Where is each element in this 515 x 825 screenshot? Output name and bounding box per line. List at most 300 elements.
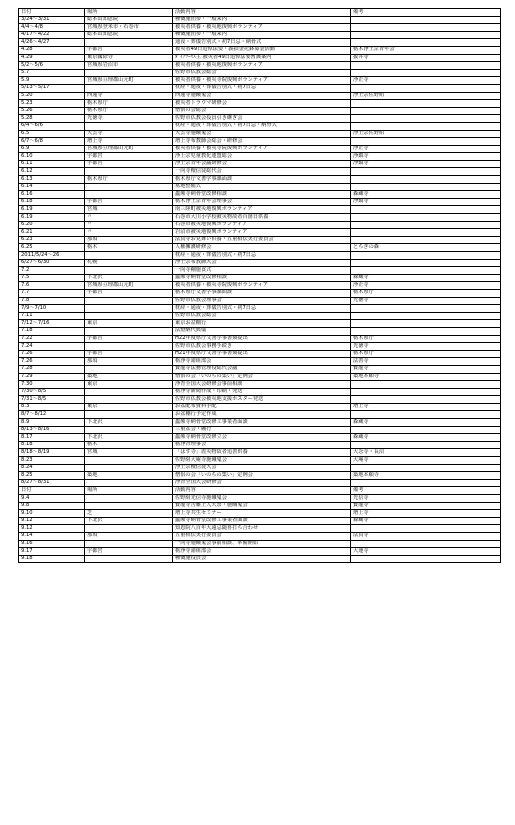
- date-cell: 7.6: [19, 282, 85, 290]
- remarks-cell: 森蔵寺: [351, 191, 501, 199]
- header-cell: 場所: [85, 487, 173, 495]
- remarks-cell: [351, 62, 501, 70]
- place-cell: [85, 69, 173, 77]
- date-cell: 6.14: [19, 183, 85, 191]
- remarks-cell: 光信寺: [351, 495, 501, 503]
- date-cell: 6.11: [19, 160, 85, 168]
- table-row: [19, 555, 501, 563]
- date-cell: 8.3: [19, 403, 85, 411]
- activity-cell: 通夜・葬儀告別式・初7日忌・納骨式: [173, 39, 351, 47]
- activity-cell: 一向寺檀信徒総代会: [173, 168, 351, 176]
- activity-cell: 石巻市被災地復興ボランティア: [173, 221, 351, 229]
- table-row: [19, 312, 501, 320]
- place-cell: 宇都宮: [85, 350, 173, 358]
- date-cell: 8/27～8/31: [19, 479, 85, 487]
- place-cell: [85, 464, 173, 472]
- header-row: [19, 487, 501, 495]
- place-cell: [85, 411, 173, 419]
- date-cell: 7.8: [19, 297, 85, 305]
- place-cell: 那須: [85, 236, 173, 244]
- remarks-cell: [351, 267, 501, 275]
- place-cell: 宇都宮: [85, 335, 173, 343]
- date-cell: 5/2～5/6: [19, 62, 85, 70]
- table-row: [19, 16, 501, 24]
- remarks-cell: [351, 320, 501, 328]
- activity-cell: 石巻市大川小学校被災物故者百箇日供養: [173, 214, 351, 222]
- date-cell: 6.19: [19, 214, 85, 222]
- table-row: [19, 479, 501, 487]
- place-cell: [85, 495, 173, 503]
- date-cell: 8.9: [19, 419, 85, 427]
- remarks-cell: 森蔵寺: [351, 419, 501, 427]
- table-row: [19, 252, 501, 260]
- date-cell: 4/17～4/22: [19, 31, 85, 39]
- place-cell: 光徳寺: [85, 115, 173, 123]
- date-cell: 7.2: [19, 267, 85, 275]
- table-row: [19, 358, 501, 366]
- place-cell: 下北沢: [85, 274, 173, 282]
- table-row: [19, 92, 501, 100]
- remarks-cell: 栃木県庁: [351, 350, 501, 358]
- date-cell: 7/12～7/16: [19, 320, 85, 328]
- date-cell: 7.26: [19, 350, 85, 358]
- activity-cell: お盆配布資料手配: [173, 403, 351, 411]
- date-cell: 9.18: [19, 555, 85, 563]
- date-cell: 9.10: [19, 510, 85, 518]
- place-cell: [85, 122, 173, 130]
- date-cell: 3/24～3/31: [19, 16, 85, 24]
- activity-cell: 五重相伝実行委員会: [173, 532, 351, 540]
- header-cell: 活動内容: [173, 487, 351, 495]
- table-row: [19, 289, 501, 297]
- remarks-cell: [351, 107, 501, 115]
- remarks-cell: [351, 252, 501, 260]
- place-cell: [85, 252, 173, 260]
- remarks-cell: [351, 221, 501, 229]
- activity-cell: 栃木県庁文書学事課面談: [173, 289, 351, 297]
- activity-cell: 栃浄寺諸組部会: [173, 358, 351, 366]
- activity-cell: 浄青全国大会研修会事前相談: [173, 381, 351, 389]
- date-cell: 8/7～8/12: [19, 411, 85, 419]
- date-cell: 7.30: [19, 381, 85, 389]
- date-cell: 6.16: [19, 191, 85, 199]
- date-cell: 8/18～8/19: [19, 449, 85, 457]
- activity-cell: 枕経・通夜・葬儀告別式・初7日忌・納骨式: [173, 122, 351, 130]
- activity-cell: 僧侶の会「いのちの集い」定例会: [173, 472, 351, 480]
- place-cell: [85, 297, 173, 305]
- date-cell: 7.26: [19, 358, 85, 366]
- header-cell: 場所: [85, 9, 173, 17]
- activity-cell: 墓地整備式: [173, 183, 351, 191]
- date-cell: 7.18: [19, 327, 85, 335]
- table-row: [19, 160, 501, 168]
- activity-cell: 種慨施役員会: [173, 555, 351, 563]
- date-cell: 6.25: [19, 244, 85, 252]
- activity-cell: 蟲蝕寺納骨堂改修工事業者面談: [173, 517, 351, 525]
- activity-cell: 佐野市仏教会被災地支援ポスター発送: [173, 396, 351, 404]
- table-row: [19, 130, 501, 138]
- place-cell: 那須: [85, 358, 173, 366]
- remarks-cell: 栃木浄土宗青年会: [351, 46, 501, 54]
- remarks-cell: 増上寺: [351, 403, 501, 411]
- activity-cell: 佐野市仏教会総会: [173, 69, 351, 77]
- table-row: [19, 214, 501, 222]
- remarks-cell: [351, 16, 501, 24]
- remarks-cell: 法真寺: [351, 532, 501, 540]
- remarks-cell: [351, 100, 501, 108]
- activity-cell: ﾀﾞｲｱﾂｰﾏｽ主 被災者49日追悼法要暫護案内: [173, 54, 351, 62]
- table-row: [19, 236, 501, 244]
- activity-cell: 浄土宗青年会議研修会: [173, 160, 351, 168]
- table-row: [19, 525, 501, 533]
- remarks-cell: [351, 84, 501, 92]
- place-cell: 宇都宮: [85, 289, 173, 297]
- activity-cell: 佐野市仏教会役員引き継ぎ会: [173, 115, 351, 123]
- table-row: [19, 54, 501, 62]
- date-cell: 7.24: [19, 343, 85, 351]
- remarks-cell: 大庵寺: [351, 457, 501, 465]
- date-cell: 4/4～4/8: [19, 24, 85, 32]
- table-row: [19, 472, 501, 480]
- place-cell: 宇都宮: [85, 160, 173, 168]
- activity-cell: お盆棚行予定作成: [173, 411, 351, 419]
- table-row: [19, 183, 501, 191]
- remarks-cell: [351, 441, 501, 449]
- date-cell: 7.29: [19, 373, 85, 381]
- activity-cell: 栃木県庁文書学事課面談: [173, 176, 351, 184]
- date-cell: 9.8: [19, 502, 85, 510]
- activity-cell: 枕経・通夜・葬儀告別式・初7日忌: [173, 84, 351, 92]
- table-body: [19, 9, 501, 563]
- date-cell: 9.14: [19, 532, 85, 540]
- activity-cell: 僧侶の会総会: [173, 107, 351, 115]
- activity-cell: 被災者供養・被災寺院復興ボランティア: [173, 282, 351, 290]
- date-cell: 5.20: [19, 92, 85, 100]
- remarks-cell: 築地本願寺: [351, 472, 501, 480]
- date-cell: 9.12: [19, 517, 85, 525]
- activity-cell: 枕経・通夜・葬儀告別式・初7日忌: [173, 305, 351, 313]
- remarks-cell: 森蔵寺: [351, 274, 501, 282]
- remarks-cell: 抜井寺: [351, 54, 501, 62]
- table-row: [19, 297, 501, 305]
- place-cell: 大雲寺: [85, 130, 173, 138]
- remarks-cell: 浄正寺: [351, 145, 501, 153]
- table-row: [19, 115, 501, 123]
- table-row: [19, 100, 501, 108]
- remarks-cell: [351, 525, 501, 533]
- table-row: [19, 221, 501, 229]
- remarks-cell: 光徳寺: [351, 343, 501, 351]
- activity-schedule-table: [18, 8, 501, 563]
- date-cell: 7/31～8/5: [19, 396, 85, 404]
- table-row: [19, 145, 501, 153]
- remarks-cell: [351, 31, 501, 39]
- activity-cell: 東京お盆棚行: [173, 320, 351, 328]
- remarks-cell: 築地本願寺: [351, 373, 501, 381]
- remarks-cell: [351, 388, 501, 396]
- place-cell: 東京: [85, 403, 173, 411]
- date-cell: 8/13～8/16: [19, 426, 85, 434]
- date-cell: 6/7～6/8: [19, 138, 85, 146]
- activity-cell: 知恩院八百年大遠忌随喜打ち合わせ: [173, 525, 351, 533]
- activity-cell: 浄土宗布教師大会: [173, 259, 351, 267]
- remarks-cell: 栃木県庁: [351, 335, 501, 343]
- remarks-cell: [351, 168, 501, 176]
- activity-cell: 被災者供養・被災地復興ボランティア: [173, 62, 351, 70]
- place-cell: 宮城県亘理郡山元町: [85, 77, 173, 85]
- table-row: [19, 327, 501, 335]
- date-cell: 6.18: [19, 198, 85, 206]
- place-cell: [85, 343, 173, 351]
- place-cell: 栃木: [85, 244, 173, 252]
- activity-cell: 佐野組光信寺施餓鬼会: [173, 495, 351, 503]
- date-cell: 5.9: [19, 77, 85, 85]
- place-cell: 下北沢: [85, 517, 173, 525]
- table-row: [19, 107, 501, 115]
- activity-cell: 三重盆会・棚行: [173, 426, 351, 434]
- remarks-cell: 法善寺: [351, 358, 501, 366]
- place-cell: 西蓮寺: [85, 92, 173, 100]
- activity-cell: 佐野市仏教会総会: [173, 312, 351, 320]
- place-cell: 下北沢: [85, 419, 173, 427]
- activity-cell: 大雲寺施餓鬼会: [173, 130, 351, 138]
- remarks-cell: [351, 259, 501, 267]
- table-row: [19, 305, 501, 313]
- activity-cell: 栃木浄土宗青年会理事会: [173, 198, 351, 206]
- remarks-cell: 森蔵寺: [351, 434, 501, 442]
- table-row: [19, 198, 501, 206]
- table-row: [19, 381, 501, 389]
- place-cell: [85, 479, 173, 487]
- place-cell: 芝: [85, 510, 173, 518]
- date-cell: 9.17: [19, 548, 85, 556]
- remarks-cell: 大念寺・長沼: [351, 449, 501, 457]
- date-cell: 5.7: [19, 69, 85, 77]
- place-cell: 〃: [85, 214, 173, 222]
- place-cell: 那須: [85, 532, 173, 540]
- table-row: [19, 403, 501, 411]
- place-cell: 東京國際寺: [85, 54, 173, 62]
- activity-cell: 浄土宗檀信徒大会: [173, 464, 351, 472]
- table-row: [19, 548, 501, 556]
- remarks-cell: [351, 69, 501, 77]
- date-cell: 9.16: [19, 540, 85, 548]
- date-cell: 6.19: [19, 206, 85, 214]
- date-cell: 7.22: [19, 335, 85, 343]
- remarks-cell: [351, 183, 501, 191]
- date-cell: 7.5: [19, 274, 85, 282]
- table-row: [19, 274, 501, 282]
- date-cell: 9.12: [19, 525, 85, 533]
- header-cell: 日付: [19, 487, 85, 495]
- remarks-cell: [351, 540, 501, 548]
- date-cell: 5.23: [19, 100, 85, 108]
- date-cell: 6.12: [19, 168, 85, 176]
- place-cell: 宮城県登米市・石巻市: [85, 24, 173, 32]
- table-row: [19, 138, 501, 146]
- table-row: [19, 77, 501, 85]
- place-cell: 宮城県岩沼市: [85, 62, 173, 70]
- place-cell: 東京: [85, 320, 173, 328]
- remarks-cell: [351, 122, 501, 130]
- activity-cell: 西蓮寺施餓鬼会: [173, 92, 351, 100]
- activity-cell: 栃浄寺新聞作成・印刷・発送: [173, 388, 351, 396]
- table-row: [19, 426, 501, 434]
- place-cell: 築地: [85, 373, 173, 381]
- place-cell: [85, 84, 173, 92]
- table-row: [19, 532, 501, 540]
- place-cell: 宮城県亘理郡山元町: [85, 282, 173, 290]
- activity-cell: 人権擁護研修会: [173, 244, 351, 252]
- remarks-cell: [351, 396, 501, 404]
- activity-cell: 「はす寺」震災物故者追善供養: [173, 449, 351, 457]
- table-row: [19, 464, 501, 472]
- activity-cell: 蟲蝕寺納骨堂改修立会: [173, 434, 351, 442]
- remarks-cell: [351, 214, 501, 222]
- table-row: [19, 153, 501, 161]
- activity-cell: 被災者トラウマ研修会: [173, 100, 351, 108]
- table-row: [19, 191, 501, 199]
- table-row: [19, 24, 501, 32]
- table-row: [19, 510, 501, 518]
- place-cell: 栃木: [85, 441, 173, 449]
- header-cell: 活動内容: [173, 9, 351, 17]
- remarks-cell: とちぎの森: [351, 244, 501, 252]
- date-cell: 6/27～6/30: [19, 259, 85, 267]
- place-cell: 宮城: [85, 206, 173, 214]
- table-row: [19, 267, 501, 275]
- remarks-cell: [351, 312, 501, 320]
- place-cell: 下北沢: [85, 434, 173, 442]
- table-row: [19, 441, 501, 449]
- place-cell: [85, 305, 173, 313]
- place-cell: [85, 388, 173, 396]
- activity-cell: 法燈継代典儀: [173, 327, 351, 335]
- date-cell: 8.25: [19, 472, 85, 480]
- place-cell: [85, 396, 173, 404]
- remarks-cell: 浄土宗佐野組: [351, 92, 501, 100]
- place-cell: [85, 183, 173, 191]
- place-cell: 宇都宮: [85, 198, 173, 206]
- activity-cell: H22年度県庁文書学事書類提出: [173, 335, 351, 343]
- table-row: [19, 176, 501, 184]
- date-cell: 7/30～8/5: [19, 388, 85, 396]
- remarks-cell: [351, 464, 501, 472]
- remarks-cell: 浄鎮寺: [351, 198, 501, 206]
- place-cell: 宮城: [85, 449, 173, 457]
- header-cell: 備考: [351, 487, 501, 495]
- table-row: [19, 244, 501, 252]
- remarks-cell: [351, 229, 501, 237]
- date-cell: 6/4～6/6: [19, 122, 85, 130]
- remarks-cell: [351, 115, 501, 123]
- date-cell: 8.23: [19, 457, 85, 465]
- remarks-cell: [351, 138, 501, 146]
- table-row: [19, 46, 501, 54]
- remarks-cell: [351, 479, 501, 487]
- date-cell: 5.26: [19, 107, 85, 115]
- date-cell: 4/26～4/27: [19, 39, 85, 47]
- date-cell: 5.28: [19, 115, 85, 123]
- date-cell: 8.24: [19, 464, 85, 472]
- date-cell: 4.29: [19, 54, 85, 62]
- date-cell: 7/9～7/10: [19, 305, 85, 313]
- place-cell: 札幌: [85, 259, 173, 267]
- remarks-cell: [351, 24, 501, 32]
- table-row: [19, 502, 501, 510]
- activity-cell: 枕経・通夜・葬儀告別式・初7日忌: [173, 252, 351, 260]
- activity-cell: 蟲蝕寺納骨堂改修工事業者面談: [173, 419, 351, 427]
- place-cell: [85, 312, 173, 320]
- table-row: [19, 62, 501, 70]
- place-cell: [85, 555, 173, 563]
- date-cell: 4.28: [19, 46, 85, 54]
- place-cell: 宇都宮: [85, 153, 173, 161]
- remarks-cell: 浄鎮寺: [351, 160, 501, 168]
- date-cell: 7.11: [19, 312, 85, 320]
- table-row: [19, 229, 501, 237]
- date-cell: 6.21: [19, 229, 85, 237]
- remarks-cell: 増上寺: [351, 510, 501, 518]
- date-cell: 6.10: [19, 153, 85, 161]
- place-cell: 東京: [85, 381, 173, 389]
- activity-cell: 栃浄寺諸組部会: [173, 548, 351, 556]
- remarks-cell: [351, 305, 501, 313]
- table-row: [19, 282, 501, 290]
- remarks-cell: [351, 206, 501, 214]
- header-cell: 備考: [351, 9, 501, 17]
- place-cell: 総本山知恩院: [85, 16, 173, 24]
- activity-cell: 佐野組大庵寺施餓鬼会: [173, 457, 351, 465]
- date-cell: 6.23: [19, 236, 85, 244]
- place-cell: [85, 540, 173, 548]
- activity-cell: 増上寺布教師会総会・研修会: [173, 138, 351, 146]
- activity-cell: 被災者供養・被災寺院復興ボランティア: [173, 77, 351, 85]
- place-cell: [85, 502, 173, 510]
- table-row: [19, 517, 501, 525]
- place-cell: [85, 327, 173, 335]
- date-cell: 6.9: [19, 145, 85, 153]
- remarks-cell: 寶龍寺: [351, 365, 501, 373]
- place-cell: [85, 267, 173, 275]
- activity-cell: 佐野市仏教会事務手続き: [173, 343, 351, 351]
- place-cell: 総本山知恩院: [85, 31, 173, 39]
- table-row: [19, 373, 501, 381]
- activity-cell: 岩沼市被災地復興ボランティア: [173, 229, 351, 237]
- place-cell: 栃木県庁: [85, 100, 173, 108]
- place-cell: 増上寺: [85, 138, 173, 146]
- place-cell: 〃: [85, 221, 173, 229]
- activity-cell: 僧侶の会「いのちの集い」定例会: [173, 373, 351, 381]
- activity-cell: 種慨施団参・一般来内: [173, 31, 351, 39]
- activity-cell: 蟲蝕寺納骨堂改修相談: [173, 274, 351, 282]
- place-cell: 築地: [85, 472, 173, 480]
- remarks-cell: [351, 381, 501, 389]
- activity-cell: 被災者供養・被災地復興ボランティア: [173, 24, 351, 32]
- place-cell: [85, 426, 173, 434]
- activity-cell: 一向寺施餓鬼会事前相談、準備開始: [173, 540, 351, 548]
- activity-cell: 南三陸町被災地復興ボランティア: [173, 206, 351, 214]
- activity-cell: 種慨施団参・一般来内: [173, 16, 351, 24]
- table-row: [19, 411, 501, 419]
- remarks-cell: 森蔵寺: [351, 517, 501, 525]
- remarks-cell: 浄正寺: [351, 77, 501, 85]
- remarks-cell: 光徳寺: [351, 297, 501, 305]
- table-row: [19, 449, 501, 457]
- activity-cell: 栃浄青理事会: [173, 441, 351, 449]
- table-row: [19, 388, 501, 396]
- activity-cell: 寶龍寺苦難上人大祭・施餓鬼会: [173, 502, 351, 510]
